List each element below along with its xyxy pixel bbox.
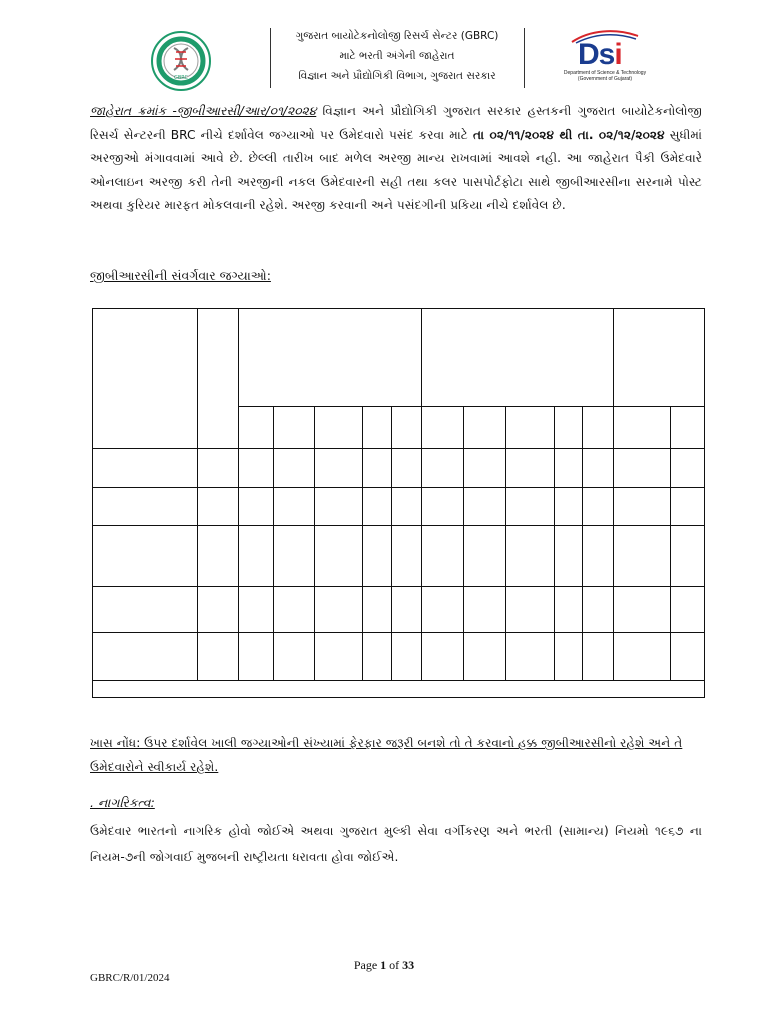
- table-header-row: [93, 309, 705, 407]
- document-reference: GBRC/R/01/2024: [90, 972, 170, 984]
- intro-paragraph: જાહેરાત ક્રમાંક -જીબીઆરસી/આર/૦૧/૨૦૨૪ વિજ્ઞાન અને પ્રૌદ્યોગિકી ગુજરાત સરકાર હસ્તકની ગુજરાત બાયોટેકનોલોજી રિસર્ચ સેન્ટરની BRC નીચે દર્શાવેલ જગ્યાઓ પર ઉમેદવારો પસંદ કરવા માટે તા ૦૨/૧૧/૨૦૨૪ થી તા. ૦૨/૧૨/૨૦૨૪ સુધીમાં અરજીઓ મંગાવવામાં આવે છે. છેલ્લી તારીખ બાદ મળેલ અરજી માન્ય રાખવામાં આવશે નહી. આ જાહેરાત પૈકી ઉમેદવારે ઓનલાઇન અરજી કરી તેની અરજીની નકલ ઉમેદવારની સહી તથા કલર પાસપોર્ટફોટા સાથે જીબીઆરસીના સરનામે પોસ્ટ અથવા કુરિયર મારફત મોકલવાની રહેશે. અરજી કરવાની અને પસંદગીની પ્રકિયા નીચે દર્શાવેલ છે.: [90, 104, 703, 212]
- dst-logo-word: Dsi: [578, 38, 622, 71]
- table-cell: [198, 587, 239, 633]
- table-cell: [555, 449, 583, 488]
- dst-logo-caption: Department of Science & Technology (Government of Gujarat): [563, 70, 647, 82]
- table-cell: [315, 488, 363, 526]
- table-cell: [422, 488, 464, 526]
- table-cell: [555, 526, 583, 587]
- table-cell: [583, 407, 614, 449]
- header-line-3: વિજ્ઞાન અને પ્રૌદ્યોગિકી વિભાગ, ગુજરાત સરકાર: [298, 70, 496, 82]
- table-cell: [506, 526, 555, 587]
- table-cell: [274, 526, 315, 587]
- table-cell: [392, 449, 422, 488]
- nationality-title: . નાગરિકત્વ:: [90, 795, 155, 810]
- header-title-block: [272, 26, 522, 86]
- table-cell: [239, 449, 274, 488]
- section-title: જીબીઆરસીની સંવર્ગવાર જગ્યાઓ:: [90, 268, 271, 283]
- table-cell: [363, 633, 392, 681]
- table-cell: [93, 587, 198, 633]
- table-cell: [671, 407, 705, 449]
- table-cell: [555, 587, 583, 633]
- table-cell: [464, 587, 506, 633]
- table-cell: [363, 587, 392, 633]
- table-cell: [583, 488, 614, 526]
- table-cell: [315, 449, 363, 488]
- table-cell: [422, 633, 464, 681]
- table-cell: [198, 449, 239, 488]
- table-cell: [198, 488, 239, 526]
- table-cell: [274, 587, 315, 633]
- table-cell: [671, 488, 705, 526]
- table-cell: [583, 526, 614, 587]
- table-cell: [671, 587, 705, 633]
- table-row: [93, 488, 705, 526]
- table-cell: [422, 309, 614, 407]
- gbrc-logo-text: GBRC: [173, 75, 189, 81]
- table-cell: [555, 488, 583, 526]
- table-cell: [93, 488, 198, 526]
- table-cell: [392, 488, 422, 526]
- header-line-2: માટે ભરતી અંગેની જાહેરાત: [339, 50, 455, 62]
- table-cell: [464, 449, 506, 488]
- table-cell: [239, 587, 274, 633]
- table-cell: [464, 633, 506, 681]
- table-cell: [583, 633, 614, 681]
- advertisement-ref: જાહેરાત ક્રમાંક -જીબીઆરસી/આર/૦૧/૨૦૨૪: [90, 104, 317, 118]
- table-cell: [671, 633, 705, 681]
- table-cell: [422, 526, 464, 587]
- table-cell: [614, 449, 671, 488]
- table-cell: [392, 407, 422, 449]
- vacancy-table: [92, 308, 705, 698]
- header-divider-left: [270, 28, 271, 88]
- table-cell: [464, 488, 506, 526]
- application-dates: તા ૦૨/૧૧/૨૦૨૪ થી તા. ૦૨/૧૨/૨૦૨૪: [472, 127, 665, 142]
- table-cell: [363, 488, 392, 526]
- table-cell: [198, 309, 239, 449]
- table-cell: [583, 587, 614, 633]
- gbrc-logo: [150, 30, 212, 92]
- table-cell: [239, 309, 422, 407]
- table-row: [93, 526, 705, 587]
- table-cell: [506, 449, 555, 488]
- table-cell: [583, 449, 614, 488]
- table-cell: [671, 526, 705, 587]
- table-row: [93, 587, 705, 633]
- table-cell: [274, 449, 315, 488]
- table-row: [93, 633, 705, 681]
- table-cell: [614, 633, 671, 681]
- table-cell: [315, 526, 363, 587]
- table-cell: [555, 407, 583, 449]
- table-cell: [239, 488, 274, 526]
- table-cell: [93, 309, 198, 449]
- table-cell: [392, 526, 422, 587]
- table-cell: [506, 488, 555, 526]
- table-cell: [274, 488, 315, 526]
- table-cell: [422, 407, 464, 449]
- table-row: [93, 449, 705, 488]
- table-cell: [93, 449, 198, 488]
- table-cell: [198, 526, 239, 587]
- table-cell: [93, 633, 198, 681]
- table-cell: [315, 407, 363, 449]
- table-cell: [392, 633, 422, 681]
- dst-logo: [560, 24, 650, 84]
- table-cell: [422, 587, 464, 633]
- table-cell: [614, 309, 705, 407]
- document-header: [0, 22, 768, 90]
- special-note: ખાસ નોંધ: ઉપર દર્શાવેલ ખાલી જગ્યાઓની સંખ્યામાં ફેરફાર જરૂરી બનશે તો તે કરવાનો હક્ક જીબીઆરસીનો રહેશે અને તે ઉમેદવારોને સ્વીકાર્ય રહેશે.: [90, 736, 683, 774]
- table-cell: [464, 407, 506, 449]
- table-cell: [315, 587, 363, 633]
- table-cell: [422, 449, 464, 488]
- table-cell: [671, 449, 705, 488]
- table-cell: [464, 526, 506, 587]
- header-divider-right: [524, 28, 525, 88]
- table-cell: [93, 681, 705, 698]
- nationality-text: ઉમેદવાર ભારતનો નાગરિક હોવો જોઈએ અથવા ગુજરાત મુલ્કી સેવા વર્ગીકરણ અને ભરતી (સામાન્ય) નિયમો ૧૯૬૭ ના નિયમ-૭ની જોગવાઈ મુજબની રાષ્ટ્રીયતા ધરાવતા હોવા જોઈએ.: [90, 824, 702, 864]
- table-cell: [274, 633, 315, 681]
- table-cell: [239, 633, 274, 681]
- table-cell: [555, 633, 583, 681]
- table-cell: [315, 633, 363, 681]
- header-line-1: ગુજરાત બાયોટેકનોલોજી રિસર્ચ સેન્ટર (GBRC): [295, 30, 499, 42]
- table-cell: [363, 449, 392, 488]
- table-cell: [506, 587, 555, 633]
- table-cell: [239, 526, 274, 587]
- table-cell: [363, 526, 392, 587]
- table-cell: [614, 526, 671, 587]
- table-cell: [506, 407, 555, 449]
- table-cell: [239, 407, 274, 449]
- page-number: Page 1 of 33: [353, 958, 415, 972]
- table-cell: [93, 526, 198, 587]
- table-cell: [614, 407, 671, 449]
- table-cell: [614, 488, 671, 526]
- table-cell: [506, 633, 555, 681]
- table-cell: [363, 407, 392, 449]
- table-total-row: [93, 681, 705, 698]
- table-cell: [614, 587, 671, 633]
- table-cell: [274, 407, 315, 449]
- table-cell: [198, 633, 239, 681]
- table-cell: [392, 587, 422, 633]
